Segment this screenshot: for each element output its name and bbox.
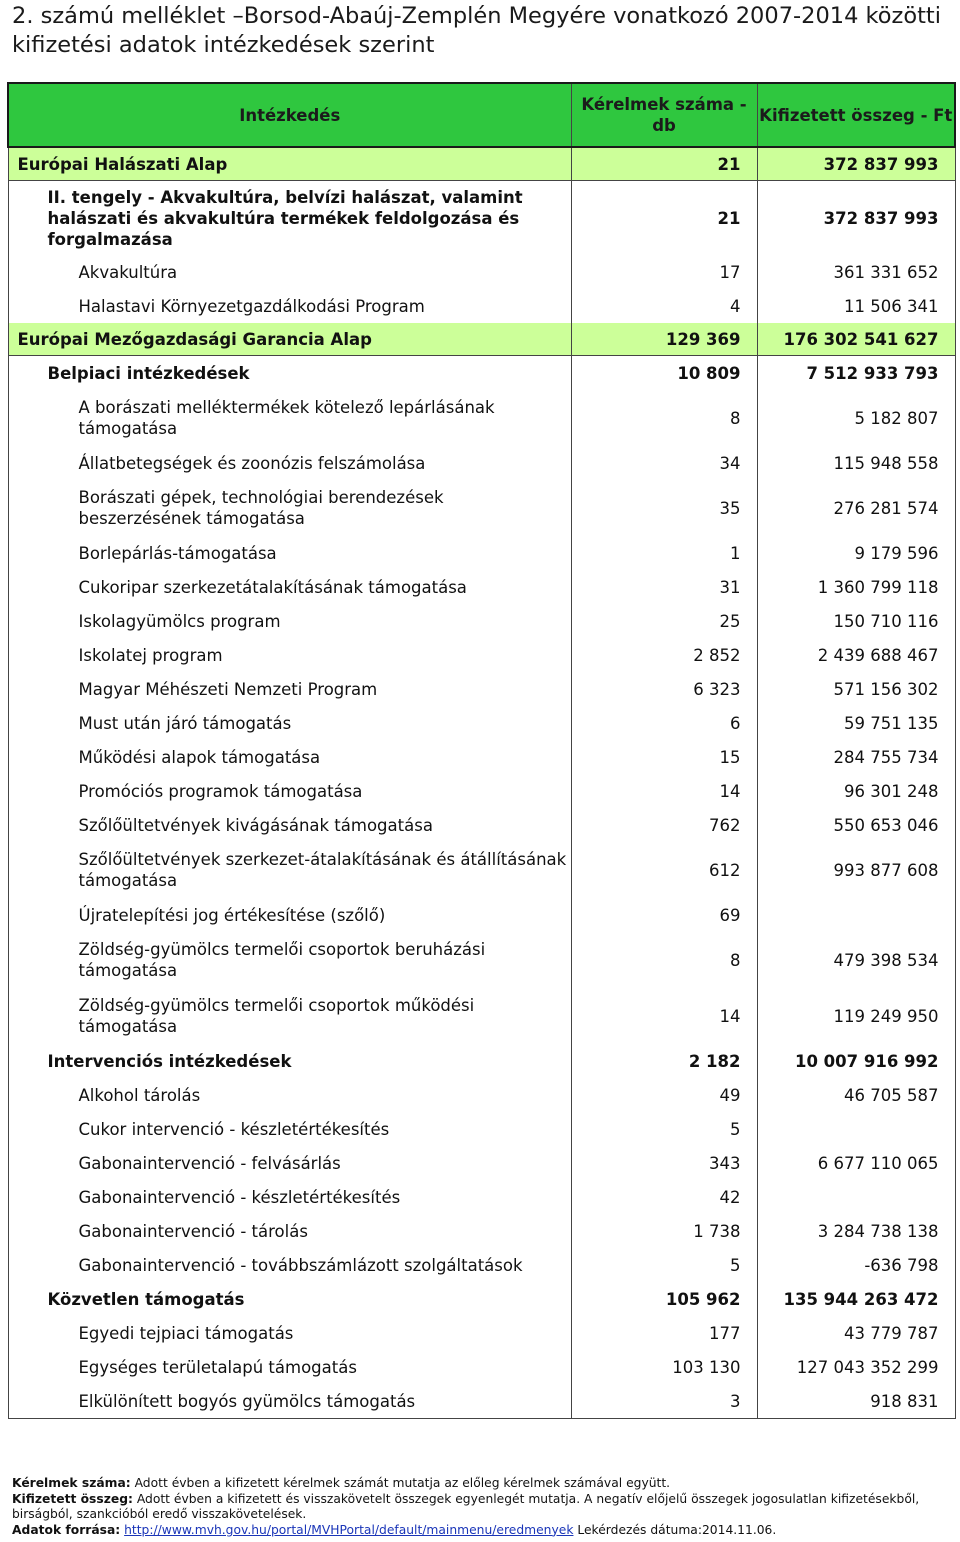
row-amount: 11 506 341	[757, 289, 955, 323]
row-amount: 372 837 993	[757, 181, 955, 256]
row-amount: 176 302 541 627	[757, 323, 955, 356]
table-row	[8, 289, 955, 323]
data-source-link[interactable]: http://www.mvh.gov.hu/portal/MVHPortal/default/mainmenu/eredmenyek	[124, 1522, 574, 1537]
row-amount: 993 877 608	[757, 842, 955, 898]
footnote-paid-amount	[12, 1492, 952, 1523]
row-count: 3	[571, 1384, 757, 1419]
table-row	[8, 774, 955, 808]
table-row	[8, 1384, 955, 1419]
row-label: Egyedi tejpiaci támogatás	[8, 1316, 571, 1350]
row-amount: 127 043 352 299	[757, 1350, 955, 1384]
row-label: Gabonaintervenció - felvásárlás	[8, 1146, 571, 1180]
payments-table	[7, 82, 956, 1419]
row-count: 2 852	[571, 638, 757, 672]
footnote-request-count	[12, 1476, 952, 1492]
row-label: A borászati melléktermékek kötelező lepárlásának támogatása	[8, 390, 571, 446]
row-count: 1	[571, 536, 757, 570]
row-amount: 5 182 807	[757, 390, 955, 446]
row-amount	[757, 898, 955, 932]
row-count: 35	[571, 480, 757, 536]
table-row-section	[8, 181, 955, 256]
row-amount: 284 755 734	[757, 740, 955, 774]
table-row	[8, 604, 955, 638]
table-row	[8, 638, 955, 672]
footnotes	[12, 1476, 952, 1538]
footnote-label: Kifizetett összeg:	[12, 1491, 133, 1506]
row-amount: 135 944 263 472	[757, 1282, 955, 1316]
row-label: Iskolagyümölcs program	[8, 604, 571, 638]
row-amount: 9 179 596	[757, 536, 955, 570]
row-count: 21	[571, 147, 757, 181]
row-amount: 550 653 046	[757, 808, 955, 842]
row-label: Intervenciós intézkedések	[8, 1044, 571, 1078]
table-row	[8, 446, 955, 480]
row-label: II. tengely - Akvakultúra, belvízi halászat, valamint halászati és akvakultúra termékek feldolgozása és forgalmazása	[8, 181, 571, 256]
row-amount: 119 249 950	[757, 988, 955, 1044]
row-label: Elkülönített bogyós gyümölcs támogatás	[8, 1384, 571, 1419]
table-row	[8, 898, 955, 932]
row-amount	[757, 1180, 955, 1214]
row-label: Halastavi Környezetgazdálkodási Program	[8, 289, 571, 323]
table-row	[8, 255, 955, 289]
row-count: 6	[571, 706, 757, 740]
footnote-label: Kérelmek száma:	[12, 1476, 131, 1490]
row-count: 10 809	[571, 356, 757, 391]
row-count: 1 738	[571, 1214, 757, 1248]
row-count: 14	[571, 988, 757, 1044]
header-measure: Intézkedés	[8, 83, 571, 147]
row-label: Szőlőültetvények kivágásának támogatása	[8, 808, 571, 842]
row-count: 129 369	[571, 323, 757, 356]
row-count: 21	[571, 181, 757, 256]
footnote-text: Adott évben a kifizetett és visszakövetelt összegek egyenlegét mutatja. A negatív előjelű összegek jogosulatlan kifizetésekből, birságból, szankcióból eredő visszakövetelések.	[12, 1491, 920, 1522]
row-label: Egységes területalapú támogatás	[8, 1350, 571, 1384]
row-label: Gabonaintervenció - továbbszámlázott szolgáltatások	[8, 1248, 571, 1282]
row-amount: 276 281 574	[757, 480, 955, 536]
row-count: 34	[571, 446, 757, 480]
row-count: 6 323	[571, 672, 757, 706]
row-label: Iskolatej program	[8, 638, 571, 672]
row-amount: 115 948 558	[757, 446, 955, 480]
row-count: 2 182	[571, 1044, 757, 1078]
table-row-section	[8, 356, 955, 391]
row-label: Borlepárlás-támogatása	[8, 536, 571, 570]
row-amount: 571 156 302	[757, 672, 955, 706]
row-count: 14	[571, 774, 757, 808]
table-row-section	[8, 1044, 955, 1078]
row-label: Borászati gépek, technológiai berendezések beszerzésének támogatása	[8, 480, 571, 536]
row-amount: 361 331 652	[757, 255, 955, 289]
row-count: 762	[571, 808, 757, 842]
footnote-text: Lekérdezés dátuma:2014.11.06.	[573, 1522, 777, 1537]
row-amount: 1 360 799 118	[757, 570, 955, 604]
row-label: Alkohol tárolás	[8, 1078, 571, 1112]
row-label: Működési alapok támogatása	[8, 740, 571, 774]
table-row-fund	[8, 323, 955, 356]
row-label: Must után járó támogatás	[8, 706, 571, 740]
row-count: 343	[571, 1146, 757, 1180]
row-label: Cukoripar szerkezetátalakításának támogatása	[8, 570, 571, 604]
row-count: 8	[571, 932, 757, 988]
row-amount: 96 301 248	[757, 774, 955, 808]
row-label: Belpiaci intézkedések	[8, 356, 571, 391]
row-label: Állatbetegségek és zoonózis felszámolása	[8, 446, 571, 480]
row-amount: 6 677 110 065	[757, 1146, 955, 1180]
table-row	[8, 808, 955, 842]
row-amount: 918 831	[757, 1384, 955, 1419]
table-row	[8, 1146, 955, 1180]
footnote-text: Adott évben a kifizetett kérelmek számát mutatja az előleg kérelmek számával együtt.	[130, 1476, 671, 1490]
row-count: 31	[571, 570, 757, 604]
row-amount: 43 779 787	[757, 1316, 955, 1350]
table-row	[8, 1248, 955, 1282]
table-row	[8, 390, 955, 446]
row-label: Magyar Méhészeti Nemzeti Program	[8, 672, 571, 706]
row-count: 69	[571, 898, 757, 932]
row-amount: 150 710 116	[757, 604, 955, 638]
table-row-section	[8, 1282, 955, 1316]
row-label: Zöldség-gyümölcs termelői csoportok működési támogatása	[8, 988, 571, 1044]
row-label: Promóciós programok támogatása	[8, 774, 571, 808]
row-count: 105 962	[571, 1282, 757, 1316]
row-label: Közvetlen támogatás	[8, 1282, 571, 1316]
table-row	[8, 1214, 955, 1248]
row-count: 4	[571, 289, 757, 323]
table-row	[8, 842, 955, 898]
row-amount: -636 798	[757, 1248, 955, 1282]
table-row	[8, 1180, 955, 1214]
footnote-data-source	[12, 1523, 952, 1539]
row-count: 177	[571, 1316, 757, 1350]
row-count: 5	[571, 1112, 757, 1146]
table-row	[8, 672, 955, 706]
row-label: Zöldség-gyümölcs termelői csoportok beruházási támogatása	[8, 932, 571, 988]
row-amount: 2 439 688 467	[757, 638, 955, 672]
table-row	[8, 740, 955, 774]
table-row	[8, 1350, 955, 1384]
header-request-count: Kérelmek száma - db	[571, 83, 757, 147]
table-row	[8, 932, 955, 988]
row-amount	[757, 1112, 955, 1146]
row-count: 49	[571, 1078, 757, 1112]
row-count: 17	[571, 255, 757, 289]
row-amount: 479 398 534	[757, 932, 955, 988]
table-row	[8, 706, 955, 740]
header-paid-amount: Kifizetett összeg - Ft	[757, 83, 955, 147]
row-count: 42	[571, 1180, 757, 1214]
row-count: 5	[571, 1248, 757, 1282]
row-label: Akvakultúra	[8, 255, 571, 289]
table-header-row	[8, 83, 955, 147]
table-row	[8, 536, 955, 570]
footnote-label: Adatok forrása:	[12, 1522, 121, 1537]
page-title: 2. számú melléklet –Borsod-Abaúj-Zemplén Megyére vonatkozó 2007-2014 közötti kifizetési adatok intézkedések szerint	[12, 3, 942, 58]
row-label: Gabonaintervenció - tárolás	[8, 1214, 571, 1248]
table-row	[8, 1078, 955, 1112]
row-amount: 7 512 933 793	[757, 356, 955, 391]
row-label: Európai Mezőgazdasági Garancia Alap	[8, 323, 571, 356]
row-amount: 46 705 587	[757, 1078, 955, 1112]
row-label: Szőlőültetvények szerkezet-átalakításának és átállításának támogatása	[8, 842, 571, 898]
row-amount: 59 751 135	[757, 706, 955, 740]
row-amount: 3 284 738 138	[757, 1214, 955, 1248]
row-amount: 372 837 993	[757, 147, 955, 181]
table-row-fund	[8, 147, 955, 181]
table-row	[8, 480, 955, 536]
row-label: Gabonaintervenció - készletértékesítés	[8, 1180, 571, 1214]
row-amount: 10 007 916 992	[757, 1044, 955, 1078]
row-label: Cukor intervenció - készletértékesítés	[8, 1112, 571, 1146]
row-label: Európai Halászati Alap	[8, 147, 571, 181]
table-row	[8, 1112, 955, 1146]
row-label: Újratelepítési jog értékesítése (szőlő)	[8, 898, 571, 932]
row-count: 25	[571, 604, 757, 638]
row-count: 15	[571, 740, 757, 774]
row-count: 612	[571, 842, 757, 898]
row-count: 8	[571, 390, 757, 446]
table-row	[8, 988, 955, 1044]
table-row	[8, 570, 955, 604]
row-count: 103 130	[571, 1350, 757, 1384]
table-row	[8, 1316, 955, 1350]
